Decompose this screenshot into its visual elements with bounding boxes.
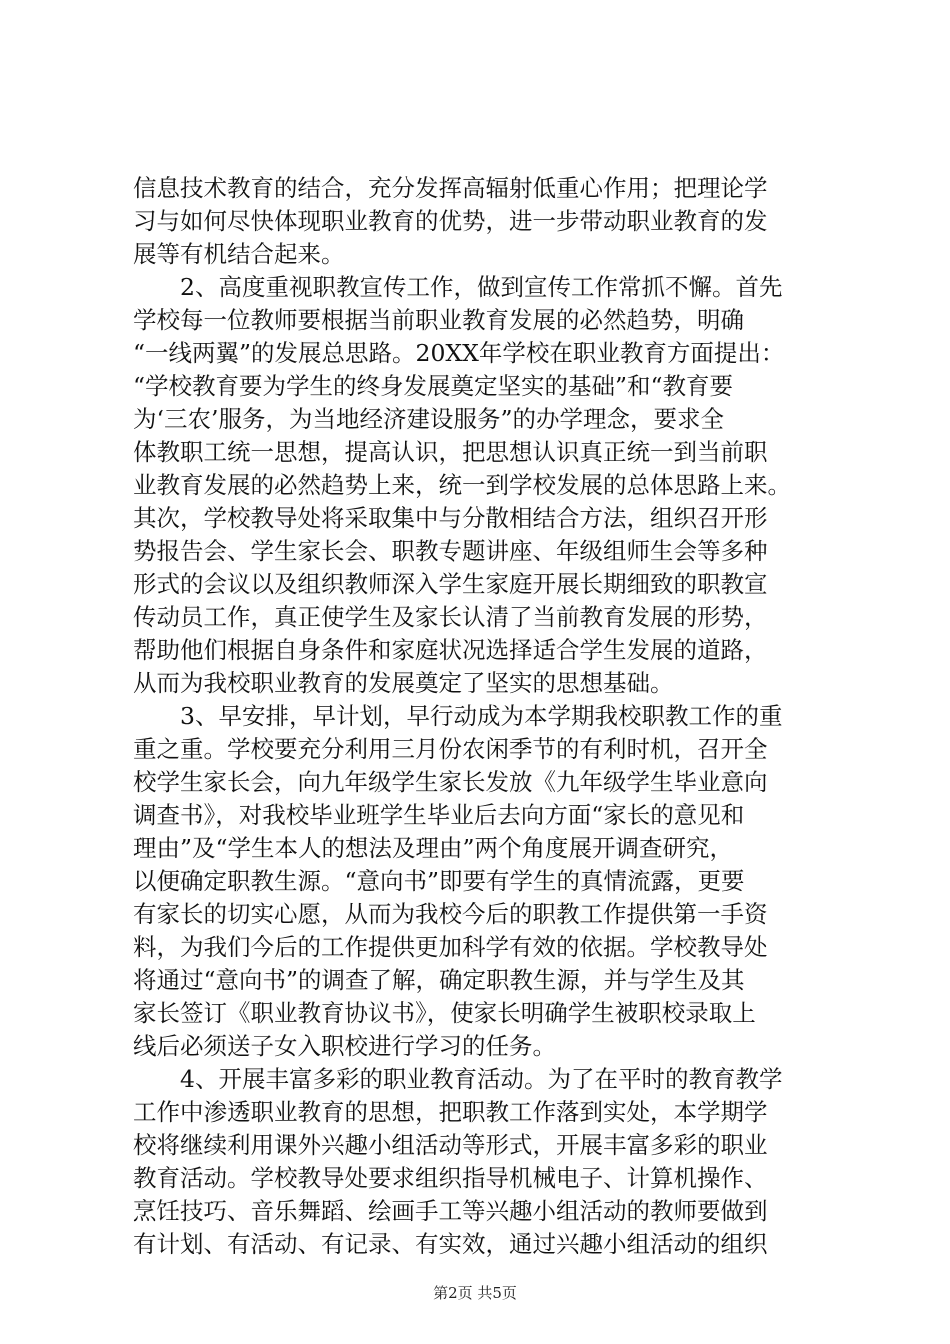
document-body — [133, 172, 833, 1261]
text-line: 家长签订《职业教育协议书》，使家长明确学生被职校录取上 — [133, 999, 756, 1027]
text-line: 有计划、有活动、有记录、有实效，通过兴趣小组活动的组织 — [133, 1230, 768, 1258]
text-line: 以便确定职教生源。“意向书”即要有学生的真情流露，更要 — [133, 867, 745, 895]
text-line: 线后必须送子女入职校进行学习的任务。 — [133, 1032, 556, 1060]
text-line: 将通过“意向书”的调查了解，确定职教生源，并与学生及其 — [133, 966, 745, 994]
text-line: 重之重。学校要充分利用三月份农闲季节的有利时机，召开全 — [133, 735, 768, 763]
text-line: 为‘三农’服务，为当地经济建设服务”的办学理念，要求全 — [133, 405, 724, 433]
text-line: 势报告会、学生家长会、职教专题讲座、年级组师生会等多种 — [133, 537, 768, 565]
text-line: 从而为我校职业教育的发展奠定了坚实的思想基础。 — [133, 669, 674, 697]
text-line: 展等有机结合起来。 — [133, 240, 345, 268]
text-line: 教育活动。学校教导处要求组织指导机械电子、计算机操作、 — [133, 1164, 768, 1192]
text-line: 形式的会议以及组织教师深入学生家庭开展长期细致的职教宣 — [133, 570, 768, 598]
text-line: 校学生家长会，向九年级学生家长发放《九年级学生毕业意向 — [133, 768, 768, 796]
text-line: 调查书》，对我校毕业班学生毕业后去向方面“家长的意见和 — [133, 801, 745, 829]
text-line: 其次，学校教导处将采取集中与分散相结合方法，组织召开形 — [133, 504, 768, 532]
text-line: 帮助他们根据自身条件和家庭状况选择适合学生发展的道路， — [133, 636, 768, 664]
text-line: 信息技术教育的结合，充分发挥高辐射低重心作用；把理论学 — [133, 174, 768, 202]
text-line: 2、高度重视职教宣传工作，做到宣传工作常抓不懈。首先 — [133, 273, 783, 301]
text-line: 体教职工统一思想，提高认识，把思想认识真正统一到当前职 — [133, 438, 768, 466]
text-line: 业教育发展的必然趋势上来，统一到学校发展的总体思路上来。 — [133, 471, 791, 499]
text-line: 校将继续利用课外兴趣小组活动等形式，开展丰富多彩的职业 — [133, 1131, 768, 1159]
text-line: 工作中渗透职业教育的思想，把职教工作落到实处，本学期学 — [133, 1098, 768, 1126]
text-line: 4、开展丰富多彩的职业教育活动。为了在平时的教育教学 — [133, 1065, 783, 1093]
text-line: “一线两翼”的发展总思路。20XX年学校在职业教育方面提出： — [133, 339, 785, 367]
text-line: 习与如何尽快体现职业教育的优势，进一步带动职业教育的发 — [133, 207, 768, 235]
text-line: 3、早安排，早计划，早行动成为本学期我校职教工作的重 — [133, 702, 783, 730]
text-line: 传动员工作，真正使学生及家长认清了当前教育发展的形势， — [133, 603, 768, 631]
page-number-footer: 第2页 共5页 — [433, 1284, 517, 1302]
text-line: 有家长的切实心愿，从而为我校今后的职教工作提供第一手资 — [133, 900, 768, 928]
text-line: “学校教育要为学生的终身发展奠定坚实的基础”和“教育要 — [133, 372, 734, 400]
text-line: 料，为我们今后的工作提供更加科学有效的依据。学校教导处 — [133, 933, 768, 961]
text-line: 烹饪技巧、音乐舞蹈、绘画手工等兴趣小组活动的教师要做到 — [133, 1197, 768, 1225]
text-line: 理由”及“学生本人的想法及理由”两个角度展开调查研究， — [133, 834, 734, 862]
text-line: 学校每一位教师要根据当前职业教育发展的必然趋势，明确 — [133, 306, 744, 334]
